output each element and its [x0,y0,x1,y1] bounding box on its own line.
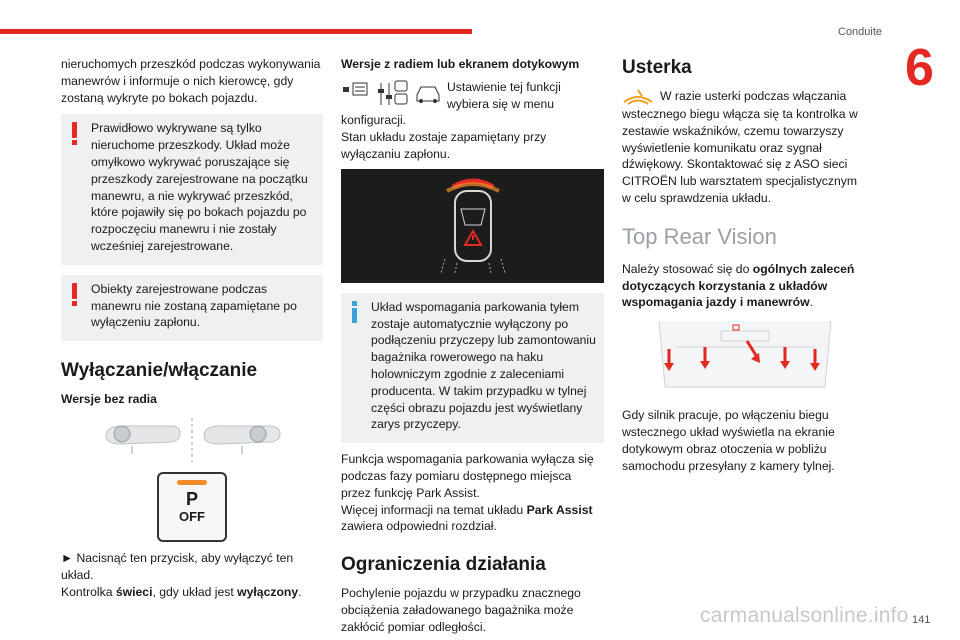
park-assist-paragraph: Funkcja wspomagania parkowania wyłącza się podczas fazy pomiaru dostępnego miejsca przez funkcję Park Assist. [341,452,594,500]
subheading-radio: Wersje z radiem lub ekranem dotykowym [341,57,580,71]
config-text: Ustawienie tej funkcji wybiera się w menu [447,79,561,111]
page-number: 141 [912,614,931,626]
info-box [341,293,604,443]
camera-text: Gdy silnik pracuje, po włączeniu biegu wstecznego układ wyświetla na ekranie dotykowym obraz otoczenia w pobliżu samochodu przesyłany z kamery tylnej. [622,408,835,473]
fault-text-2: wstecznego biegu włącza się ta kontrolka w zestawie wskaźników, czemu towarzyszy wyświetlenie komunikatu oraz sygnał dźwiękowy. Skontaktować się z ASO sieci CITROËN lub warsztatem specjalistycznym w celu sprawdzenia układu. [622,107,858,205]
rear-camera-diagram [645,317,845,399]
indicator-led [177,480,207,485]
column-3 [622,56,868,474]
step-press: ► Nacisnąć ten przycisk, aby wyłączyć ten układ. [61,550,294,582]
warning-box-1 [61,114,323,264]
parking-sensor-display [341,169,604,283]
park-icon: P [185,488,198,509]
warning-exclamation-icon [71,122,77,144]
more-info: Więcej informacji na temat układu Park Assist zawiera odpowiedni rozdział. [341,502,593,534]
recommendation: Należy stosować się do ogólnych zaleceń dotyczących korzystania z układów wspomagania jazdy i manewrów. [622,261,855,310]
fault-text-1: W razie usterki podczas włączania [660,89,847,103]
warning-exclamation-icon [71,283,77,305]
off-label: OFF [179,508,205,524]
top-accent-bar [0,29,472,34]
config-row [341,79,604,113]
section-heading-fault: Usterka [622,57,692,78]
watermark: carmanualsonline.info [700,604,909,627]
steering-wheel-diagram [92,414,292,466]
column-1 [61,56,323,600]
section-heading-top-rear-vision: Top Rear Vision [622,223,777,249]
warning-box-2 [61,275,323,341]
column-2 [341,56,604,636]
warning-text-2: Obiekty zarejestrowane podczas manewru nie zostaną zapamiętane po wyłączeniu zapłonu. [91,281,297,330]
config-text-2: konfiguracji. [341,113,407,128]
status-line: Kontrolka świeci, gdy układ jest wyłączony. [61,584,302,599]
section-heading-toggle: Wyłączanie/włączanie [61,360,258,382]
section-heading-limits: Ograniczenia działania [341,554,546,576]
limits-text: Pochylenie pojazdu w przypadku znacznego obciążenia załadowanego bagażnika może zakłócić pomiar odległości. [341,586,581,634]
subheading-no-radio: Wersje bez radia [61,392,157,407]
chapter-number: 6 [905,39,934,97]
info-icon [351,301,357,323]
config-text-3: Stan układu zostaje zapamiętany przy wyłączaniu zapłonu. [341,130,547,161]
info-text: Układ wspomagania parkowania tyłem zostaje automatycznie wyłączony po podłączeniu przyczepy lub zamontowaniu bagażnika rowerowego na haku holowniczym zgodnie z zaleceniami producenta. W takim przypadku w tylnej części obrazu pojazdu jest wyświetlany zarys przyczepy. [371,299,596,432]
park-off-button[interactable] [157,472,227,542]
menu-settings-icon [341,79,441,109]
intro-paragraph: nieruchomych przeszkód podczas wykonywania manewrów i informuje o nich kierowcę, gdy zostaną wykryte po bokach pojazdu. [61,57,321,105]
section-title: Conduite [838,26,883,38]
warning-text-1: Prawidłowo wykrywane są tylko nieruchome przeszkody. Układ może omyłkowo wykrywać poruszające się przeszkody zarejestrowane na początku manewru, a nie wykrywać przeszkód, które pojawiły się po bokach pojazdu po rozpoczęciu manewru i nie zostały wcześniej zarejestrowane. [91,121,308,253]
fault-row [622,88,868,106]
park-warning-lamp-icon [622,88,654,106]
